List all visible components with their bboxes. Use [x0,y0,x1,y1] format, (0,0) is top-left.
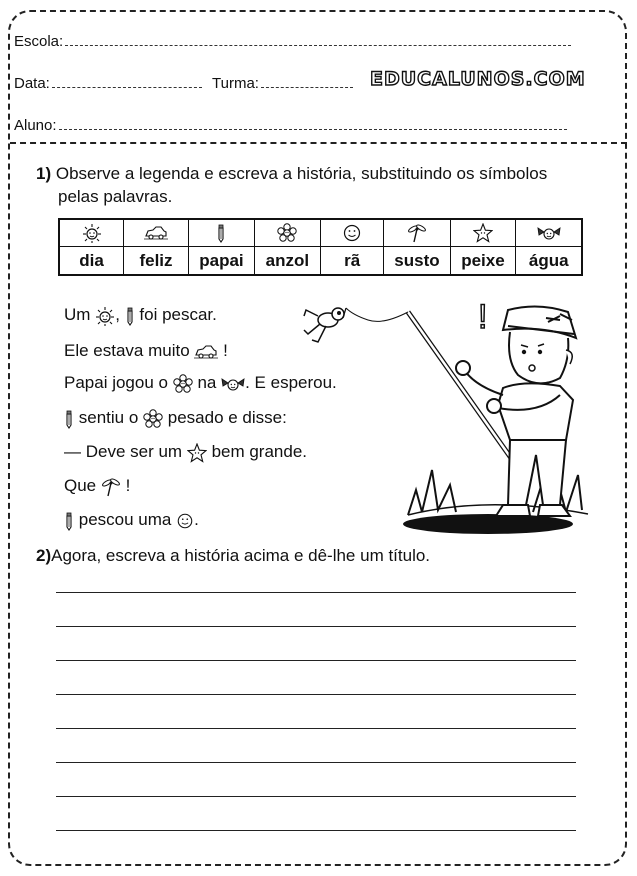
story-text: sentiu o [78,408,139,427]
escola-label: Escola: [14,33,64,50]
pencil-icon [64,409,74,429]
header-divider [10,142,627,144]
story-text: ! [223,341,228,360]
legend-table [58,218,583,276]
star-icon [473,223,493,243]
legend-symbols-row [59,219,582,247]
story-text: Que [64,476,97,495]
legend-cell-star [450,219,516,247]
question-1-text-line2: pelas palavras. [58,187,173,206]
story-text: Ele estava muito [64,341,190,360]
escola-field[interactable] [65,44,571,46]
question-1-number: 1) [36,164,52,183]
data-turma-row [14,75,353,92]
flower-icon [173,374,193,394]
frog-icon [304,308,346,342]
legend-word: água [516,247,582,276]
legend-word: papai [188,247,254,276]
legend-cell-car [124,219,189,247]
question-2 [36,545,430,567]
bow-face-icon [221,376,245,392]
turma-field[interactable] [261,86,353,88]
story-text: . [194,510,199,529]
story-text: — Deve ser um [64,442,183,461]
legend-word: dia [79,250,104,270]
sun-icon [95,306,115,326]
aluno-label: Aluno: [14,117,57,134]
legend-cell-sun [59,219,124,247]
answer-line[interactable] [56,762,576,763]
smiley-icon [176,512,194,530]
story-text: Um [64,305,91,324]
legend-word: peixe [450,247,516,276]
story-text: ! [125,476,131,495]
story-text: pescou uma [78,510,172,529]
story-line-6 [64,476,130,497]
turma-label: Turma: [212,75,259,92]
legend-cell-bow [516,219,582,247]
answer-line[interactable] [56,728,576,729]
legend-word: feliz [124,247,189,276]
exclamation-mark: ! [478,298,488,336]
legend-cell-pencil [188,219,254,247]
bow-face-icon [537,225,561,241]
story-line-4 [64,408,287,429]
educalunos-logo: EDUCALUNOS.COM [370,68,586,90]
smiley-icon [342,223,362,243]
story-line-2 [64,341,228,361]
star-icon [187,443,207,463]
legend-cell-smiley [320,219,384,247]
question-1-line2 [58,186,172,208]
legend-cell-dragonfly [384,219,450,247]
car-icon [194,344,218,360]
story-text: pesado e disse: [167,408,287,427]
answer-line[interactable] [56,830,576,831]
question-2-number: 2) [36,546,52,565]
boy-fishing-illustration [298,290,598,540]
flower-icon [143,409,163,429]
story-line-1 [64,305,217,326]
story-line-3 [64,373,337,394]
car-icon [144,225,168,241]
answer-line[interactable] [56,694,576,695]
legend-cell-flower [254,219,320,247]
legend-word: susto [384,247,450,276]
legend-word: anzol [254,247,320,276]
answer-line[interactable] [56,592,576,593]
aluno-field[interactable] [59,128,567,130]
story-text: . E esperou. [245,373,337,392]
fishing-line [346,308,408,321]
data-label: Data: [14,75,50,92]
pencil-icon [216,223,226,243]
story-line-7 [64,510,199,531]
sun-icon [82,223,102,243]
answer-line[interactable] [56,626,576,627]
aluno-row [14,117,567,134]
pencil-icon [125,306,135,326]
answer-line[interactable] [56,796,576,797]
pencil-icon [64,511,74,531]
story-text: Papai jogou o [64,373,168,392]
story-text: , [115,305,120,324]
story-line-5 [64,442,307,463]
escola-row [14,33,571,50]
legend-words-row [59,247,582,276]
story-text: bem grande. [211,442,308,461]
flower-icon [277,223,297,243]
boy-figure [456,306,576,516]
answer-line[interactable] [56,660,576,661]
dragonfly-icon [101,477,121,497]
question-1 [36,163,547,185]
legend-word: rã [320,247,384,276]
dragonfly-icon [407,223,427,243]
data-field[interactable] [52,86,202,88]
story-text: foi pescar. [139,305,217,324]
question-2-text: Agora, escreva a história acima e dê-lhe um título. [51,546,431,565]
story-text: na [197,373,217,392]
question-1-text-line1: Observe a legenda e escreva a história, substituindo os símbolos [55,164,548,183]
